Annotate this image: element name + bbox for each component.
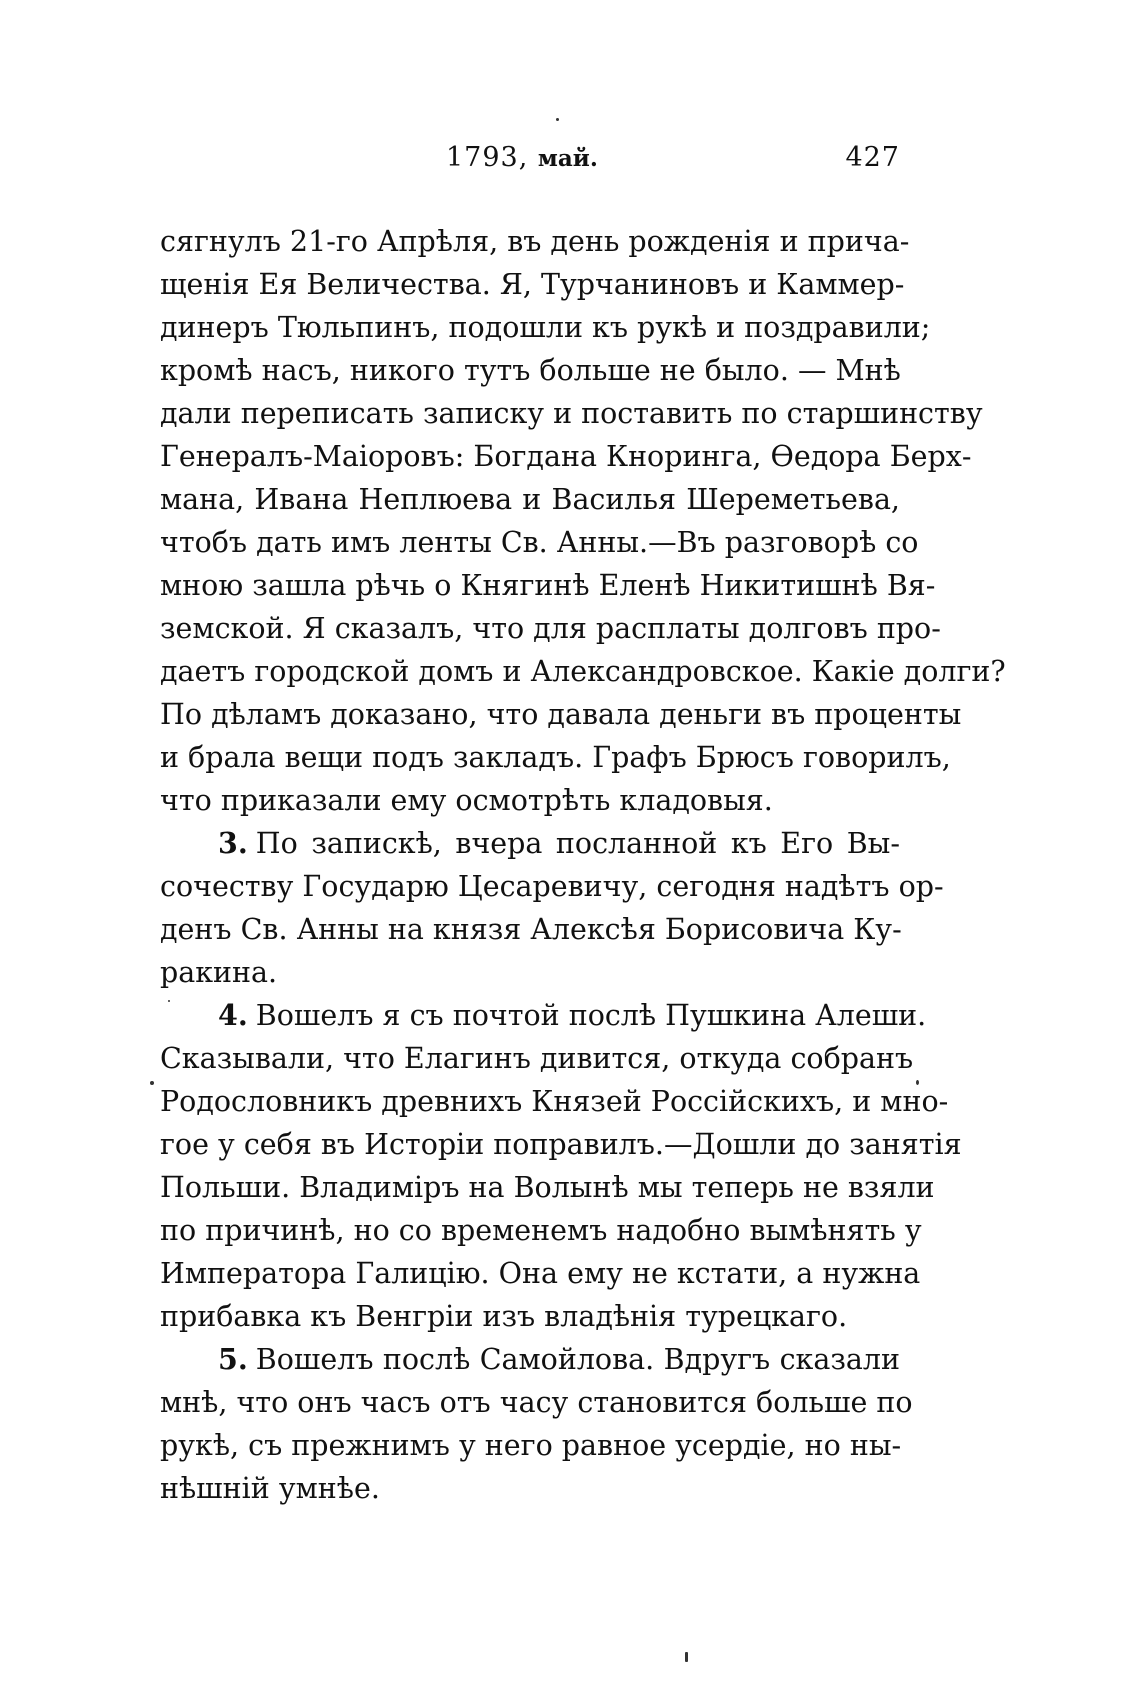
text-line: сягнулъ 21-го Апрѣля, въ день рожденія и прича- (160, 225, 910, 258)
text-line: Императора Галицію. Она ему не кстати, а нужна (160, 1257, 921, 1290)
scan-speck (168, 1000, 170, 1002)
line-text: Вошелъ я съ почтой послѣ Пушкина Алеши. (255, 999, 927, 1032)
text-line: что приказали ему осмотрѣть кладовыя. (160, 784, 773, 817)
text-line: чтобъ дать имъ ленты Св. Анны.—Въ разговорѣ со (160, 526, 919, 559)
page-number: 427 (845, 142, 900, 173)
scan-speck (685, 1652, 688, 1662)
text-line: земской. Я сказалъ, что для расплаты долговъ про- (160, 612, 941, 645)
text-line: нѣшній умнѣе. (160, 1472, 380, 1505)
paragraph-5 (160, 1338, 913, 1510)
text-line: динеръ Тюльпинъ, подошли къ рукѣ и поздравили; (160, 311, 931, 344)
text-line: и брала вещи подъ закладъ. Графъ Брюсъ говорилъ, (160, 741, 951, 774)
text-line: рукѣ, съ прежнимъ у него равное усердіе, но ны- (160, 1429, 902, 1462)
paragraph-4 (160, 994, 962, 1338)
text-line (160, 822, 900, 865)
scan-speck (556, 118, 559, 121)
paragraph-number: 3. (218, 826, 248, 860)
header-year: 1793, (446, 142, 529, 173)
text-line: мною зашла рѣчь о Княгинѣ Еленѣ Никитишнѣ Вя- (160, 569, 936, 602)
text-line (160, 1338, 900, 1381)
text-line: ракина. (160, 956, 278, 989)
text-line: мнѣ, что онъ часъ отъ часу становится больше по (160, 1386, 913, 1419)
text-line: даетъ городской домъ и Александровское. Какіе долги? (160, 655, 1006, 688)
text-line: дали переписать записку и поставить по старшинству (160, 397, 983, 430)
scan-speck (916, 1080, 919, 1085)
header-date (446, 142, 598, 173)
text-line: Генералъ-Маіоровъ: Богдана Кноринга, Ѳедора Берх- (160, 440, 972, 473)
text-line: Польши. Владиміръ на Волынѣ мы теперь не взяли (160, 1171, 935, 1204)
text-line: По дѣламъ доказано, что давала деньги въ проценты (160, 698, 962, 731)
text-line: мана, Ивана Неплюева и Василья Шереметьева, (160, 483, 900, 516)
paragraph-number: 5. (218, 1342, 248, 1376)
text-line: щенія Ея Величества. Я, Турчаниновъ и Каммер- (160, 268, 905, 301)
text-line: денъ Св. Анны на князя Алексѣя Борисовича Ку- (160, 913, 902, 946)
header-month: май. (537, 145, 598, 172)
text-line: Родословникъ древнихъ Князей Россійскихъ, и мно- (160, 1085, 949, 1118)
paragraph-number: 4. (218, 998, 248, 1032)
scan-speck (150, 1081, 154, 1085)
text-line (160, 994, 927, 1037)
line-text: По запискѣ, вчера посланной къ Его Вы- (255, 827, 900, 860)
paragraph-continued (160, 220, 1006, 822)
text-line: гое у себя въ Исторіи поправилъ.—Дошли до занятія (160, 1128, 962, 1161)
text-line: прибавка къ Венгріи изъ владѣнія турецкаго. (160, 1300, 848, 1333)
paragraph-3 (160, 822, 944, 994)
line-text: Вошелъ послѣ Самойлова. Вдругъ сказали (255, 1343, 900, 1376)
text-line: сочеству Государю Цесаревичу, сегодня надѣтъ ор- (160, 870, 944, 903)
running-header (162, 142, 900, 182)
text-line: по причинѣ, но со временемъ надобно вымѣнять у (160, 1214, 922, 1247)
text-line: кромѣ насъ, никого тутъ больше не было. — Мнѣ (160, 354, 901, 387)
text-line: Сказывали, что Елагинъ дивится, откуда собранъ (160, 1042, 914, 1075)
body-text (160, 220, 1006, 1510)
